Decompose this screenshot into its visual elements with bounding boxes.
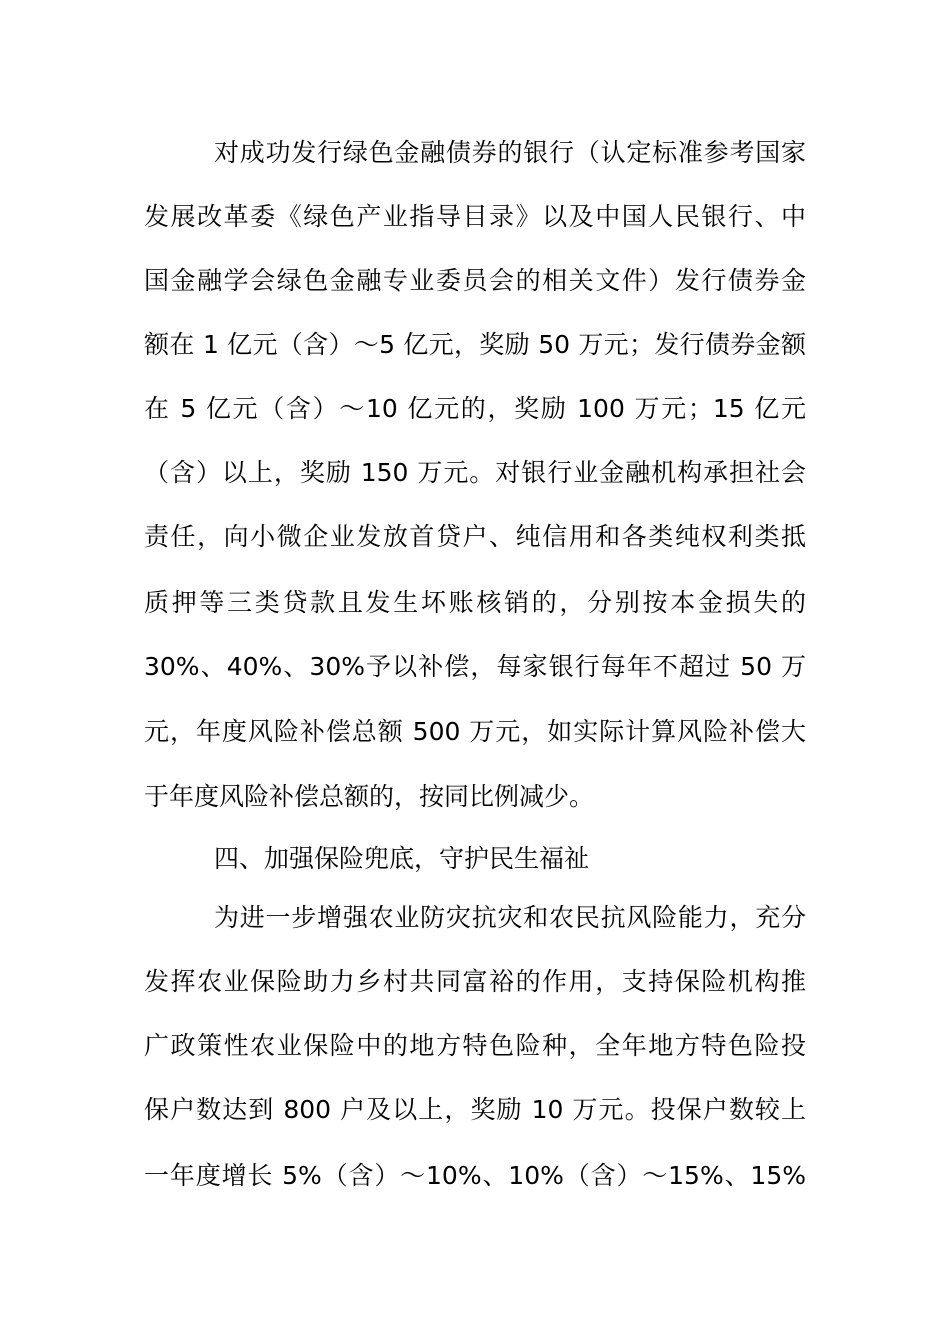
paragraph-line-13: 为进一步增强农业防灾抗灾和农民抗风险能力，充分 [214,903,806,932]
paragraph-line-1: 对成功发行绿色金融债券的银行（认定标准参考国家 [214,138,806,167]
paragraph-line-8: 质押等三类贷款且发生坏账核销的，分别按本金损失的 [144,588,806,617]
paragraph-line-7: 责任，向小微企业发放首贷户、纯信用和各类纯权利类抵 [144,522,806,551]
paragraph-line-16: 保户数达到 800 户及以上，奖励 10 万元。投保户数较上 [144,1095,806,1124]
paragraph-line-3: 国金融学会绿色金融专业委员会的相关文件）发行债券金 [144,266,806,295]
paragraph-line-6: （含）以上，奖励 150 万元。对银行业金融机构承担社会 [144,458,806,487]
paragraph-line-9: 30%、40%、30%予以补偿，每家银行每年不超过 50 万 [144,652,806,681]
section-heading: 四、加强保险兜底，守护民生福祉 [214,844,590,873]
paragraph-line-17: 一年度增长 5%（含）～10%、10%（含）～15%、15% [144,1161,806,1190]
paragraph-line-2: 发展改革委《绿色产业指导目录》以及中国人民银行、中 [144,202,806,231]
paragraph-line-4: 额在 1 亿元（含）～5 亿元，奖励 50 万元；发行债券金额 [144,330,806,359]
paragraph-line-10: 元，年度风险补偿总额 500 万元，如实际计算风险补偿大 [144,717,806,746]
paragraph-line-15: 广政策性农业保险中的地方特色险种，全年地方特色险投 [144,1031,806,1060]
paragraph-line-5: 在 5 亿元（含）～10 亿元的，奖励 100 万元；15 亿元 [144,394,806,423]
paragraph-line-11: 于年度风险补偿总额的，按同比例减少。 [144,782,595,811]
paragraph-line-14: 发挥农业保险助力乡村共同富裕的作用，支持保险机构推 [144,967,806,996]
